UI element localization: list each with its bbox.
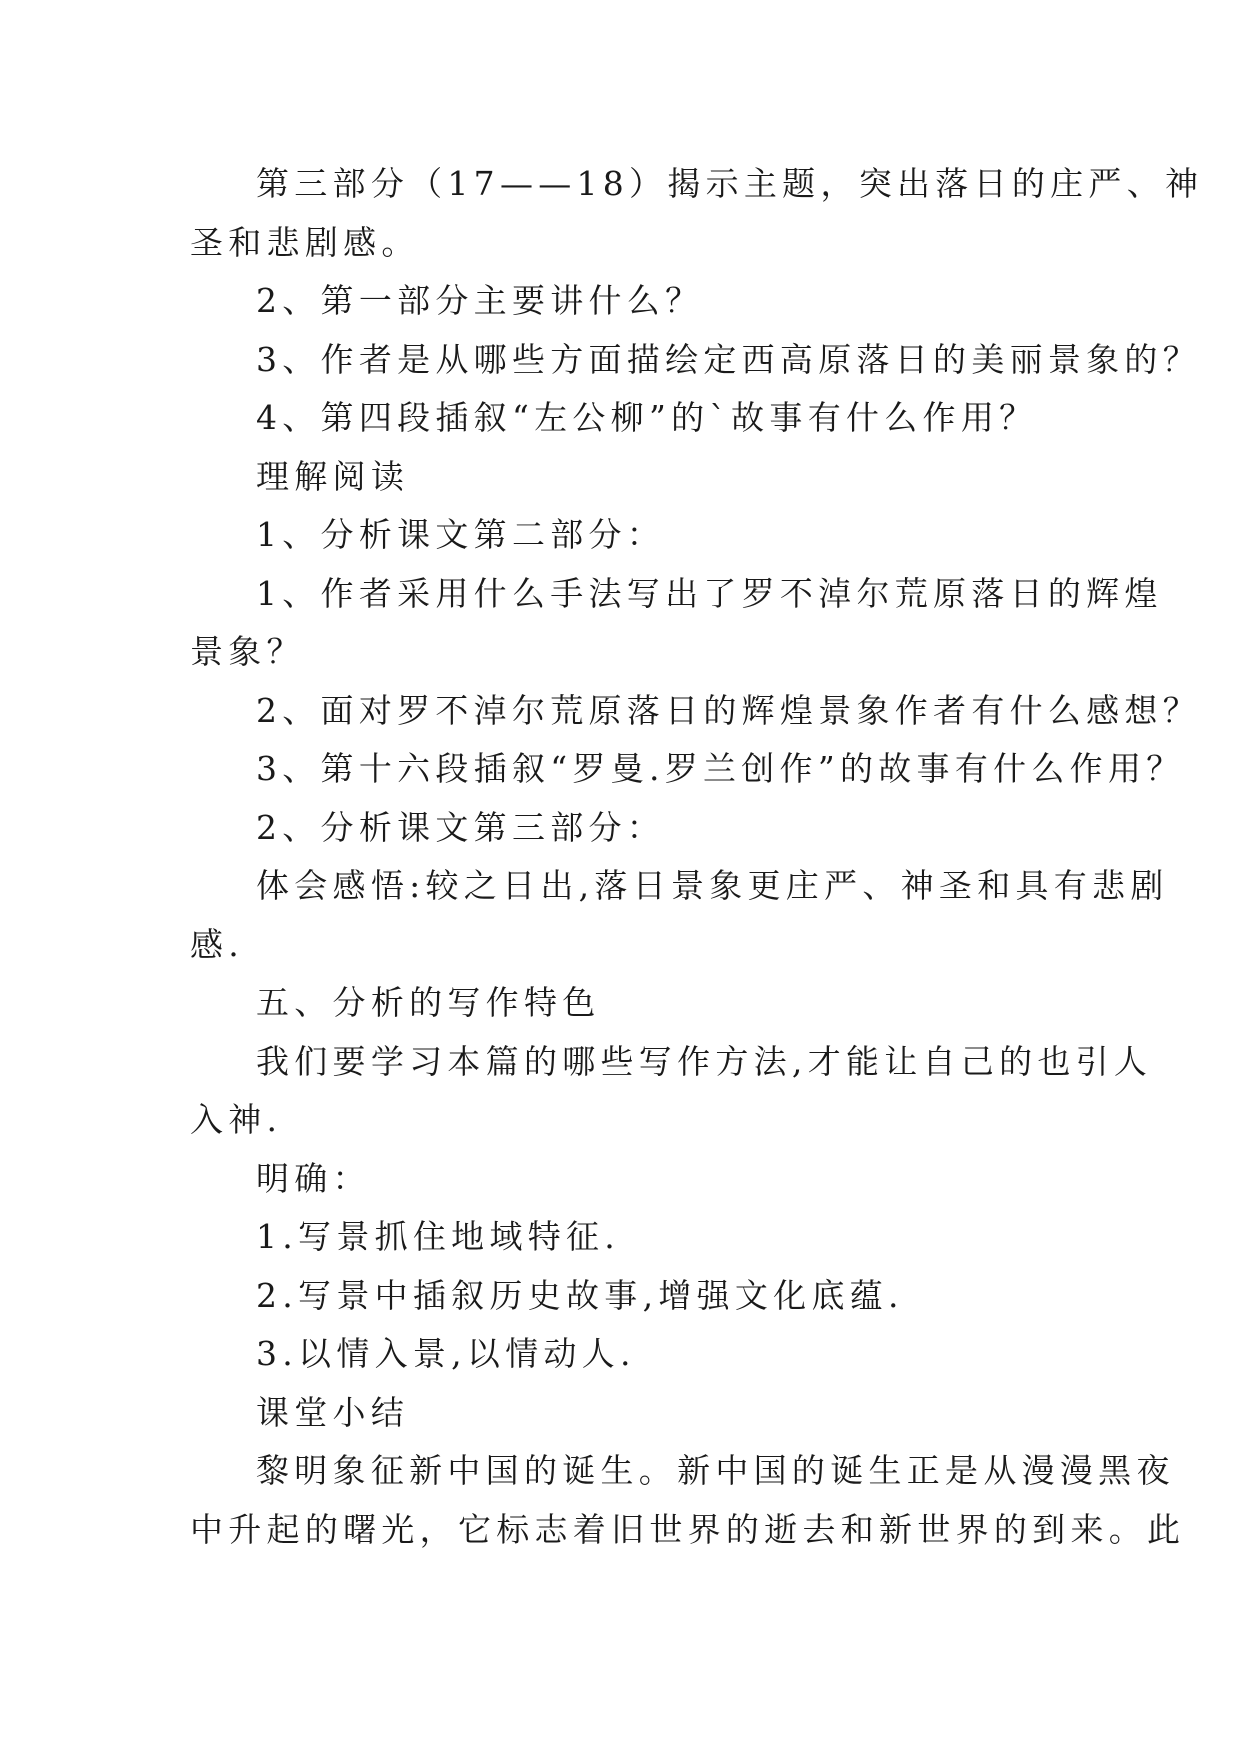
section-heading: 课堂小结 (256, 1392, 410, 1432)
document-body (190, 155, 1204, 1559)
list-item: 1.写景抓住地域特征. (256, 1217, 621, 1256)
question-line: 2、面对罗不淖尔荒原落日的辉煌景象作者有什么感想？ (256, 690, 1201, 730)
question-line: 4、第四段插叙“左公柳”的`故事有什么作用？ (256, 398, 1038, 437)
section-heading: 五、分析的写作特色 (256, 983, 601, 1022)
paragraph-line: 感. (190, 924, 245, 964)
paragraph-line: 黎明象征新中国的诞生。新中国的诞生正是从漫漫黑夜 (256, 1451, 1175, 1490)
question-line: 1、作者采用什么手法写出了罗不淖尔荒原落日的辉煌 (256, 573, 1163, 613)
paragraph-line: 体会感悟:较之日出,落日景象更庄严、神圣和具有悲剧 (256, 866, 1169, 905)
subsection-heading: 1、分析课文第二部分： (256, 515, 666, 554)
paragraph-line: 我们要学习本篇的哪些写作方法,才能让自己的也引人 (256, 1041, 1153, 1081)
question-line: 景象？ (190, 632, 305, 671)
paragraph-line: 中升起的曙光，它标志着旧世界的逝去和新世界的到来。此 (190, 1509, 1186, 1549)
subsection-heading: 2、分析课文第三部分： (256, 807, 666, 847)
list-item: 2.写景中插叙历史故事,增强文化底蕴. (256, 1275, 904, 1315)
paragraph-line: 圣和悲剧感。 (190, 222, 420, 262)
section-heading: 理解阅读 (256, 456, 410, 496)
question-line: 3、第十六段插叙“罗曼.罗兰创作”的故事有什么作用？ (256, 749, 1185, 788)
question-line: 2、第一部分主要讲什么？ (256, 281, 704, 320)
paragraph-line: 入神. (190, 1100, 283, 1139)
list-item: 3.以情入景,以情动人. (256, 1334, 636, 1373)
question-line: 3、作者是从哪些方面描绘定西高原落日的美丽景象的？ (256, 339, 1201, 379)
paragraph-line: 第三部分（17——18）揭示主题，突出落日的庄严、神 (256, 164, 1204, 203)
subsection-heading: 明确： (256, 1158, 371, 1198)
